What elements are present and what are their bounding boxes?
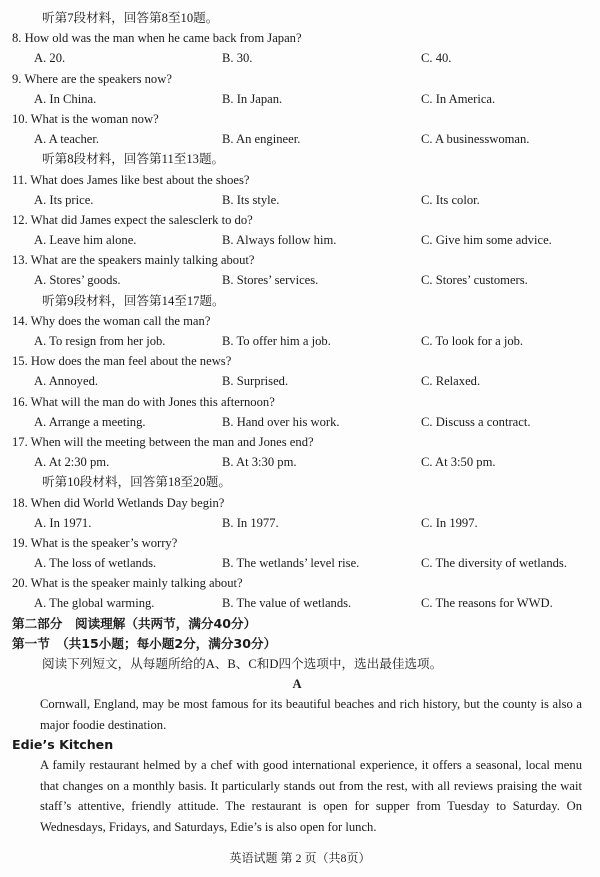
question-16-options [12, 412, 582, 432]
question-20-stem: 20. What is the speaker mainly talking about? [12, 576, 243, 591]
listening-intro-10: 听第10段材料，回答第18至20题。 [42, 475, 231, 490]
question-9-options [12, 89, 582, 109]
question-16-stem: 16. What will the man do with Jones this afternoon? [12, 394, 275, 409]
option-a: A. The loss of wetlands. [34, 556, 157, 571]
option-c: C. Stores’ customers. [421, 273, 528, 288]
question-17-stem: 17. When will the meeting between the man and Jones end? [12, 434, 314, 449]
option-a: A. Leave him alone. [34, 233, 137, 248]
option-c: C. The diversity of wetlands. [421, 556, 567, 571]
option-b: B. Surprised. [222, 374, 289, 389]
option-a: A. Stores’ goods. [34, 273, 121, 288]
option-c: C. A businesswoman. [421, 132, 530, 147]
option-a: A. Its price. [34, 192, 94, 207]
option-b: B. 30. [222, 51, 253, 66]
question-15-options [12, 371, 582, 391]
question-10-options [12, 129, 582, 149]
listening-intro-9: 听第9段材料，回答第14至17题。 [42, 293, 225, 308]
option-a: A. The global warming. [34, 596, 155, 611]
option-c: C. Give him some advice. [421, 233, 552, 248]
section-one-heading: 第一节 （共15小题；每小题2分，满分30分） [12, 635, 277, 651]
passage-body-text: A family restaurant helmed by a chef with good international experience, it offers a seasonal, local menu that changes on a monthly basis. It particularly stands out from the rest, with all reviews praising the wait staff’s attentive, friendly attitude. The restaurant is open for supper from Tuesday to Saturday. On Wednesdays, Fridays, and Saturdays, Edie’s is also open for lunch. [40, 758, 582, 834]
question-15-stem: 15. How does the man feel about the news? [12, 354, 232, 369]
question-10-stem: 10. What is the woman now? [12, 111, 159, 126]
option-b: B. Always follow him. [222, 233, 337, 248]
option-b: B. An engineer. [222, 132, 301, 147]
listening-intro-8: 听第8段材料，回答第11至13题。 [42, 152, 225, 167]
option-b: B. To offer him a job. [222, 334, 331, 348]
option-c: C. 40. [421, 51, 452, 66]
option-c: C. To look for a job. [421, 334, 524, 348]
option-c: C. The reasons for WWD. [421, 596, 553, 611]
question-19-options [12, 553, 582, 573]
option-a: A. A teacher. [34, 132, 100, 147]
option-b: B. Stores’ services. [222, 273, 319, 288]
question-11-stem: 11. What does James like best about the shoes? [12, 172, 250, 187]
option-a: A. At 2:30 pm. [34, 455, 110, 470]
option-c: C. In America. [421, 91, 496, 106]
reading-instruction: 阅读下列短文，从每题所给的A、B、C和D四个选项中，选出最佳选项。 [42, 657, 443, 671]
option-c: C. Relaxed. [421, 374, 481, 389]
question-12-stem: 12. What did James expect the salesclerk to do? [12, 212, 253, 227]
option-a: A. To resign from her job. [34, 334, 166, 348]
option-c: C. Its color. [421, 192, 480, 207]
question-13-stem: 13. What are the speakers mainly talking about? [12, 253, 255, 268]
question-14-options [12, 331, 582, 351]
option-b: B. Hand over his work. [222, 414, 340, 429]
option-a: A. Arrange a meeting. [34, 414, 146, 429]
option-a: A. Annoyed. [34, 374, 99, 389]
option-c: C. In 1997. [421, 515, 478, 530]
question-18-stem: 18. When did World Wetlands Day begin? [12, 495, 225, 510]
passage-intro-text: Cornwall, England, may be most famous for its beautiful beaches and rich history, but the county is also a major foodie destination. [40, 697, 582, 732]
question-18-options [12, 513, 582, 533]
passage-letter: A [292, 677, 302, 692]
option-b: B. In Japan. [222, 91, 283, 106]
option-a: A. In 1971. [34, 515, 92, 530]
option-b: B. The value of wetlands. [222, 596, 352, 611]
question-17-options [12, 452, 582, 472]
question-8-options [12, 48, 582, 68]
question-20-options [12, 593, 582, 613]
page-footer: 英语试题 第 2 页（共8页） [229, 851, 371, 865]
question-12-options [12, 230, 582, 250]
option-c: C. Discuss a contract. [421, 414, 531, 429]
question-11-options [12, 190, 582, 210]
question-19-stem: 19. What is the speaker’s worry? [12, 535, 178, 550]
question-13-options [12, 270, 582, 290]
option-b: B. At 3:30 pm. [222, 455, 297, 470]
passage-intro-paragraph [12, 694, 582, 735]
option-b: B. In 1977. [222, 515, 279, 530]
question-14-stem: 14. Why does the woman call the man? [12, 313, 211, 328]
option-b: B. Its style. [222, 192, 280, 207]
option-a: A. 20. [34, 51, 66, 66]
part-two-heading: 第二部分 阅读理解（共两节，满分40分） [12, 615, 257, 631]
passage-body-paragraph [12, 755, 582, 837]
option-a: A. In China. [34, 91, 97, 106]
listening-intro-7: 听第7段材料，回答第8至10题。 [42, 11, 219, 25]
restaurant-subheading: Edie’s Kitchen [12, 737, 114, 753]
question-9-stem: 9. Where are the speakers now? [12, 71, 172, 86]
option-b: B. The wetlands’ level rise. [222, 556, 360, 571]
question-8-stem: 8. How old was the man when he came back from Japan? [12, 31, 302, 46]
option-c: C. At 3:50 pm. [421, 455, 496, 470]
